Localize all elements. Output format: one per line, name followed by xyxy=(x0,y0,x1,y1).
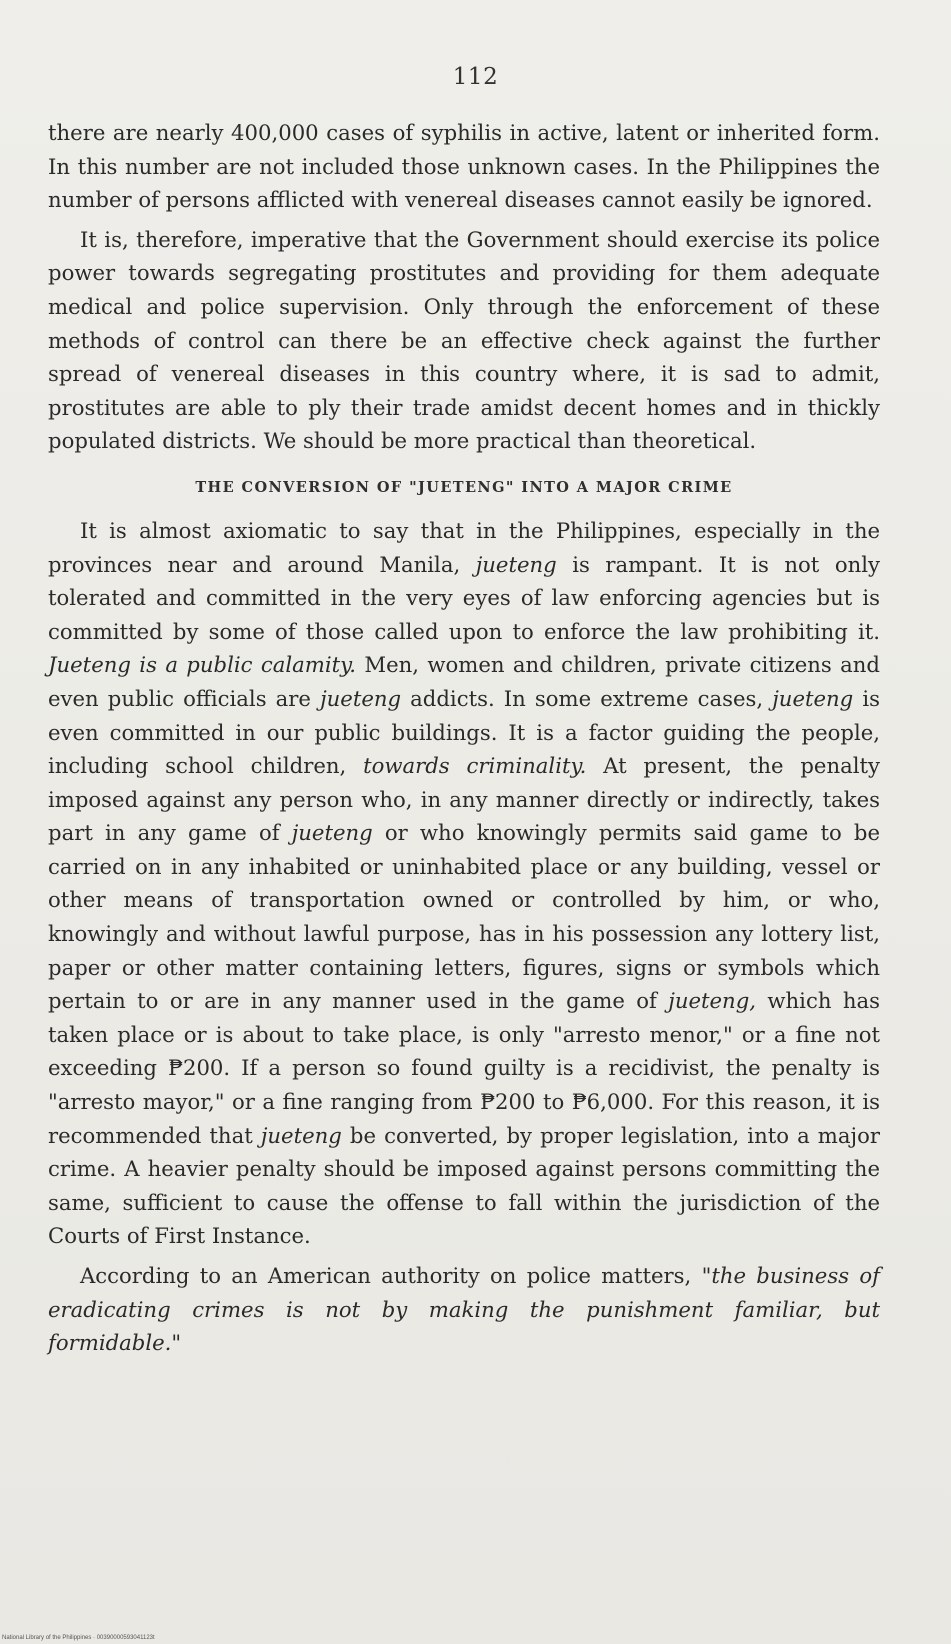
text-run: According to an American authority on police matters, xyxy=(80,1263,702,1288)
italic-run: jueteng xyxy=(475,551,557,577)
paragraph-police-power: It is, therefore, imperative that the Government should exercise its police power towards segregating prostitutes and providing for them adequate medical and police supervision. Only through the enforcement of these methods of control can there be an effective check against the further spread of venereal diseases in this country where, it is sad to admit, prostitutes are able to ply their trade amidst decent homes and in thickly populated districts. We should be more practical than theoretical. xyxy=(48,226,880,454)
text-run: which has taken place or is about to take place, is only "arresto menor," or a fine not exceeding ₱200. If a person so found guilty is a recidivist, the penalty is "arresto mayor," or a fine ranging from ₱200 to ₱6,000. For this reason, it is recommended that xyxy=(48,988,880,1148)
italic-run: jueteng xyxy=(320,685,402,711)
paragraph-syphilis-cases: there are nearly 400,000 cases of syphilis in active, latent or inherited form. In this number are not included those unknown cases. In the Philippines the number of persons afflicted with venereal diseases cannot easily be ignored. xyxy=(48,120,880,213)
text-run: is even committed in our public buildings. It is a factor guiding the people, including school children, xyxy=(48,685,880,779)
page-number: 112 xyxy=(452,64,499,90)
italic-run: jueteng xyxy=(260,1122,342,1148)
text-run: Men, women and children, private citizens and even public officials are xyxy=(48,652,880,711)
paragraph-american-authority xyxy=(48,1259,880,1360)
scan-footer-note: National Library of the Philippines · 00390000593041123t xyxy=(2,1635,155,1641)
section-heading: THE CONVERSION OF "JUETENG" INTO A MAJOR CRIME xyxy=(195,478,733,496)
text-run: be converted, by proper legislation, into a major crime. A heavier penalty should be imposed against persons committing the same, sufficient to cause the offense to fall within the jurisdiction of the Courts of First Instance. xyxy=(48,1122,880,1249)
italic-run: jueteng xyxy=(291,820,373,846)
text-run: or who knowingly permits said game to be carried on in any inhabited or uninhabited place or any building, vessel or other means of transportation owned or controlled by him, or who, knowingly and without lawful purpose, has in his possession any lottery list, paper or other matter containing letters, figures, signs or symbols which pertain to or are in any manner used in the game of xyxy=(48,820,880,1014)
paragraph-jueteng xyxy=(48,514,880,1253)
italic-run: towards criminality. xyxy=(363,753,587,779)
page-body xyxy=(48,116,880,1360)
italic-run: jueteng xyxy=(772,685,854,711)
text-run: At present, the penalty imposed against any person who, in any manner directly or indirectly, takes part in any game of xyxy=(48,753,880,846)
italic-run: jueteng, xyxy=(668,988,757,1014)
italic-quote: "the business of eradicating crimes is not by making the punishment familiar, but formidable." xyxy=(48,1263,880,1356)
text-run: It is almost axiomatic to say that in the Philippines, especially in the provinces near and around Manila, xyxy=(48,517,880,577)
text-run: is rampant. It is not only tolerated and committed in the very eyes of law enforcing agencies but is committed by some of those called upon to enforce the law prohibiting it. xyxy=(48,551,880,644)
italic-run: Jueteng is a public calamity. xyxy=(48,652,357,678)
text-run: addicts. In some extreme cases, xyxy=(401,685,773,711)
